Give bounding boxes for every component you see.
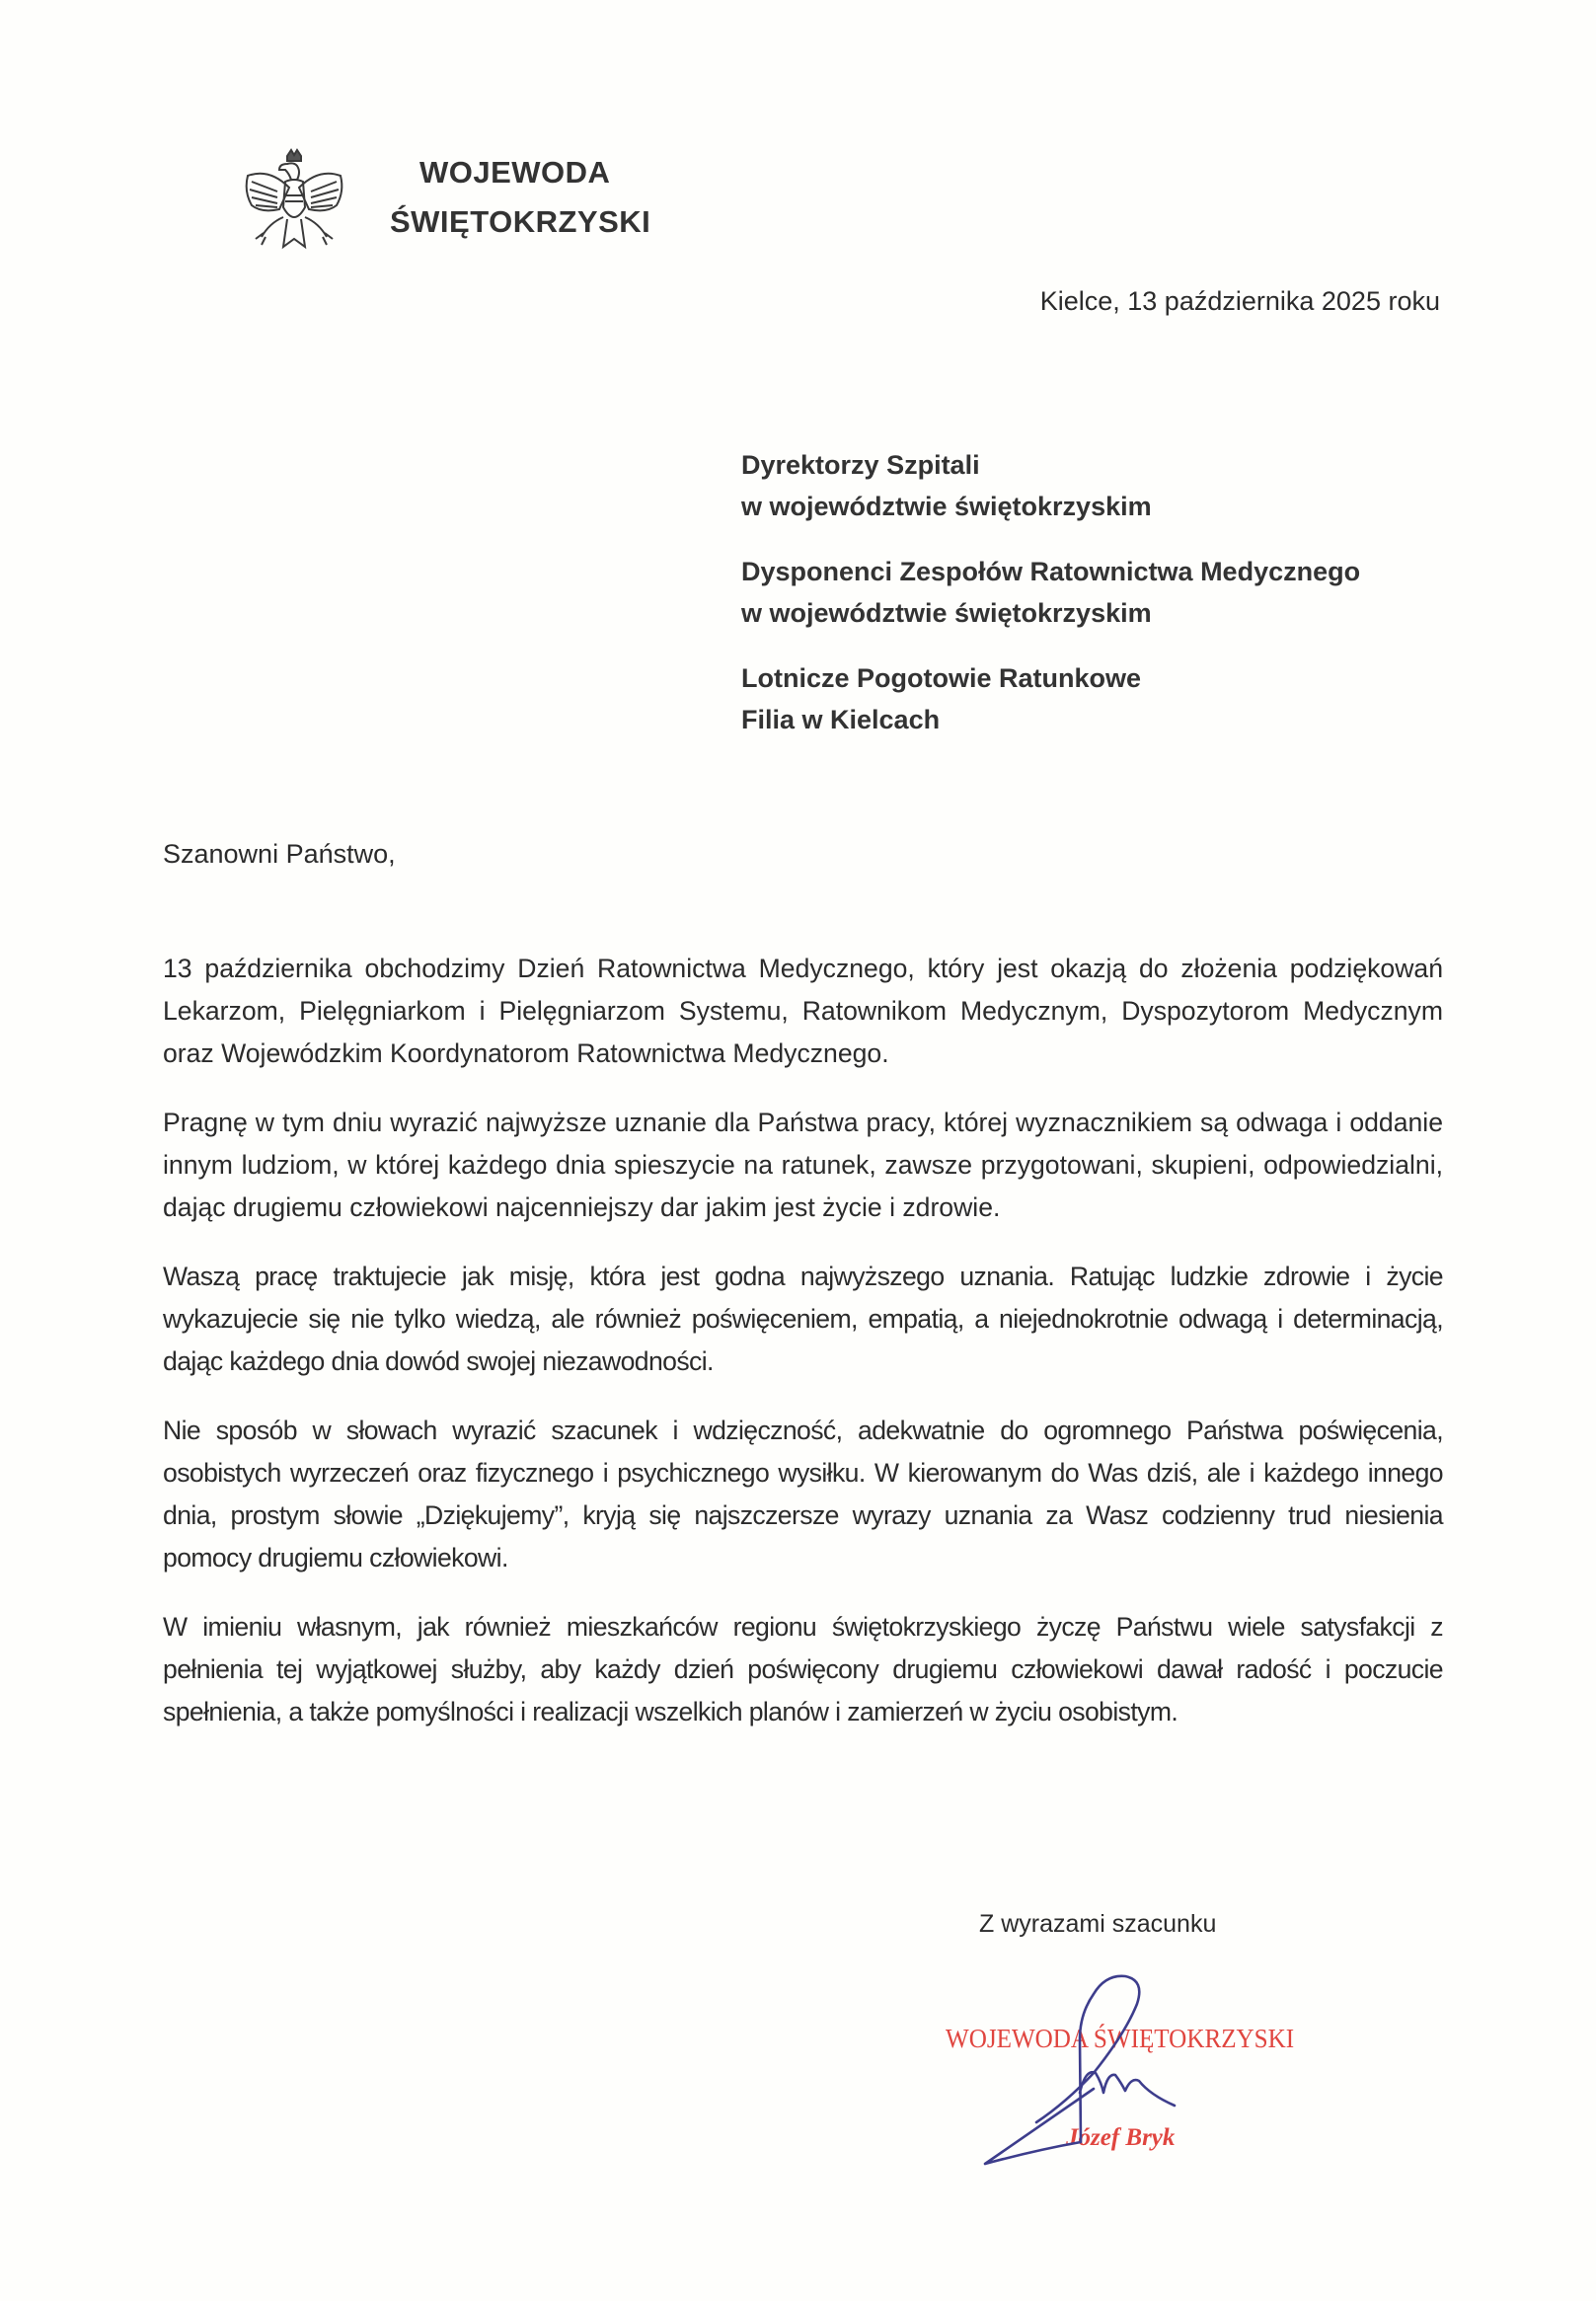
recipient-ems-dispatchers [741,551,1360,634]
closing-phrase: Z wyrazami szacunku [979,1910,1217,1938]
recipient-line: Dyrektorzy Szpitali [741,450,980,480]
recipient-hospital-directors [741,444,1360,527]
recipient-air-ambulance [741,657,1360,740]
official-stamp-name: Józef Bryk [1066,2124,1176,2151]
eagle-emblem-icon [240,148,348,257]
body-paragraph: Nie sposób w słowach wyrazić szacunek i wdzięczność, adekwatnie do ogromnego Państwa poświęcenia, osobistych wyrzeczeń oraz fizycznego i psychicznego wysiłku. W kierowanym do Was dziś, ale i każdego innego dnia, prostym słowie „Dziękujemy”, kryją się najszczersze wyrazy uznania za Wasz codzienny trud niesienia pomocy drugiemu człowiekowi. [163,1416,1443,1572]
date-line: Kielce, 13 października 2025 roku [1039,286,1440,316]
recipient-line: Lotnicze Pogotowie Ratunkowe [741,663,1142,693]
salutation: Szanowni Państwo, [163,839,396,869]
handwritten-signature-icon [977,1974,1273,2172]
body-paragraph: 13 października obchodzimy Dzień Ratownictwa Medycznego, który jest okazją do złożenia podziękowań Lekarzom, Pielęgniarkom i Pielęgniarzom Systemu, Ratownikom Medycznym, Dyspozytorom Medycznym oraz Wojewódzkim Koordynatorom Ratownictwa Medycznego. [163,954,1443,1068]
issuer-header [390,148,650,247]
body-paragraph: Waszą pracę traktujecie jak misję, która jest godna najwyższego uznania. Ratując ludzkie zdrowie i życie wykazujecie się nie tylko wiedzą, ale również poświęceniem, empatią, a niejednokrotnie odwagą i determinacją, dając każdego dnia dowód swojej niezawodności. [163,1262,1443,1376]
body-paragraph: W imieniu własnym, jak również mieszkańców regionu świętokrzyskiego życzę Państwu wiele satysfakcji z pełnienia tej wyjątkowej służby, aby każdy dzień poświęcony drugiemu człowiekowi dawał radość i poczucie spełnienia, a także pomyślności i realizacji wszelkich planów i zamierzeń w życiu osobistym. [163,1612,1443,1726]
recipient-line: Dysponenci Zespołów Ratownictwa Medycznego [741,557,1361,586]
recipients-block [741,444,1360,764]
issuer-title-line2: ŚWIĘTOKRZYSKI [390,204,651,239]
recipient-line: w województwie świętokrzyskim [741,492,1152,521]
letter-body [163,948,1443,1760]
issuer-title-line1: WOJEWODA [419,155,611,190]
official-stamp-title: WOJEWODA ŚWIĘTOKRZYSKI [946,2024,1295,2053]
recipient-line: w województwie świętokrzyskim [741,598,1152,628]
body-paragraph: Pragnę w tym dniu wyrazić najwyższe uznanie dla Państwa pracy, której wyznacznikiem są odwaga i oddanie innym ludziom, w której każdego dnia spieszycie na ratunek, zawsze przygotowani, skupieni, odpowiedzialni, dając drugiemu człowiekowi najcenniejszy dar jakim jest życie i zdrowie. [163,1108,1443,1222]
recipient-line: Filia w Kielcach [741,705,941,734]
